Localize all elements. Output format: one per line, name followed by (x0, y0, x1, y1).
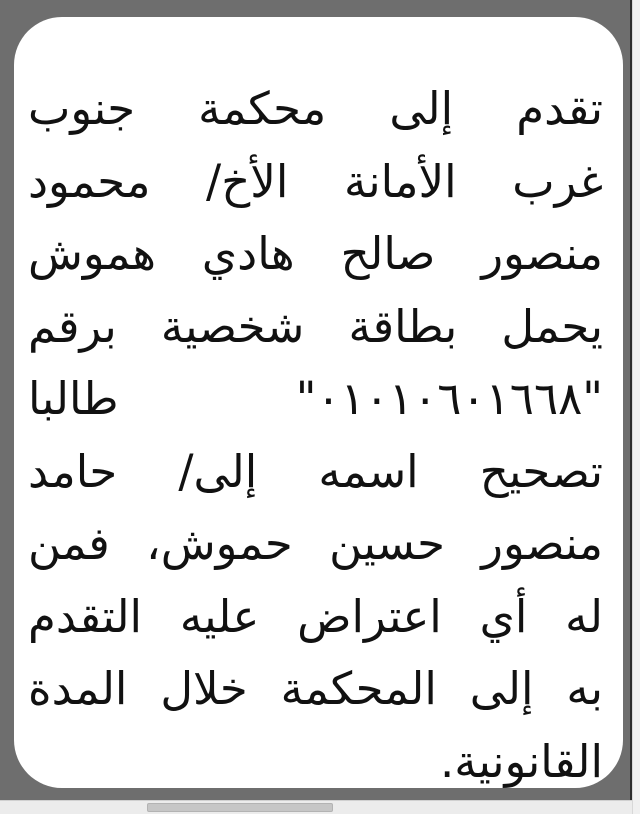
bottom-edge (0, 814, 640, 818)
notice-line-10: القانونية. (440, 734, 603, 788)
notice-line-2: غرب الأمانة الأخ/ محمود (28, 154, 603, 208)
vertical-scrollbar[interactable] (632, 0, 640, 818)
notice-line-1: تقدم إلى محكمة جنوب (28, 82, 603, 135)
notice-line-7: منصور حسين حموش، فمن (28, 517, 603, 570)
notice-line-9: به إلى المحكمة خلال المدة (28, 662, 603, 715)
horizontal-scrollbar-thumb[interactable] (147, 803, 333, 812)
notice-line-5: "٠١٠١٠٦٠١٦٦٨" طالبا (28, 372, 603, 425)
notice-line-3: منصور صالح هادي هموش (28, 227, 603, 280)
notice-line-6: تصحيح اسمه إلى/ حامد (28, 444, 603, 498)
notice-text (28, 73, 603, 798)
notice-line-8: له أي اعتراض عليه التقدم (28, 589, 603, 643)
notice-line-4: يحمل بطاقة شخصية برقم (28, 299, 603, 353)
notice-card (14, 17, 623, 788)
horizontal-scrollbar[interactable] (0, 800, 632, 814)
